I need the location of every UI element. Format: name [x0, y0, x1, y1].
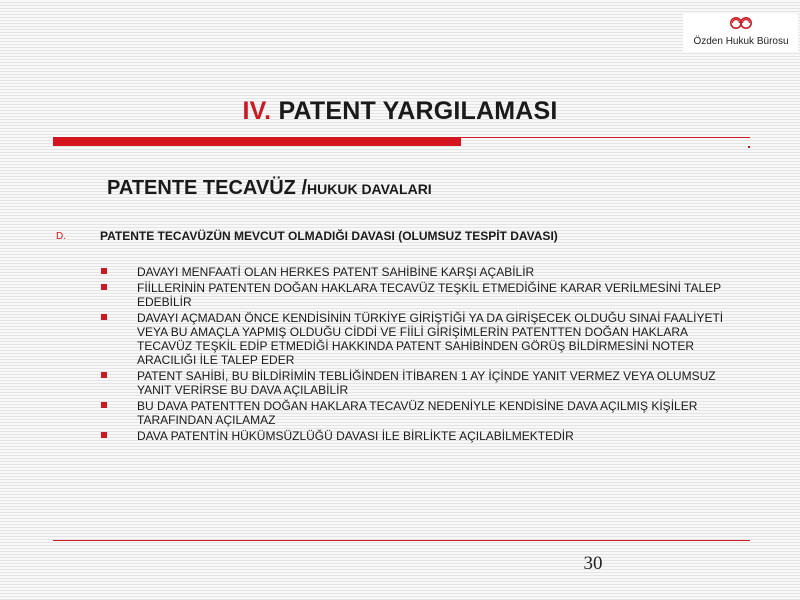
bullet-square-icon	[101, 284, 107, 290]
slide-subtitle	[107, 177, 432, 200]
bullet-item	[100, 265, 745, 279]
bullet-square-icon	[101, 402, 107, 408]
subtitle-small: HUKUK DAVALARI	[307, 181, 432, 197]
subtitle-main: PATENTE TECAVÜZ /	[107, 177, 307, 199]
bullet-text: DAVA PATENTİN HÜKÜMSÜZLÜĞÜ DAVASI İLE BİRLİKTE AÇILABİLMEKTEDİR	[137, 429, 574, 443]
bullet-square-icon	[101, 372, 107, 378]
bullet-square-icon	[101, 432, 107, 438]
bullet-item	[100, 281, 745, 309]
footer-divider-line	[53, 540, 750, 541]
bullet-text: FİİLLERİNİN PATENTEN DOĞAN HAKLARA TECAVÜZ TEŞKİL ETMEDİĞİNE KARAR VERİLMESİNİ TALEP EDEBİLİR	[137, 281, 721, 309]
slide-title-number: IV.	[242, 97, 272, 125]
firm-logo	[683, 14, 798, 52]
title-accent-bar	[53, 138, 461, 146]
bullet-text: PATENT SAHİBİ, BU BİLDİRİMİN TEBLİĞİNDEN İTİBAREN 1 AY İÇİNDE YANIT VERMEZ VEYA OLUMSUZ YANIT VERİRSE BU DAVA AÇILABİLİR	[137, 369, 716, 397]
bullet-item	[100, 369, 745, 397]
title-divider-dot	[748, 146, 750, 148]
firm-logo-text: Özden Hukuk Bürosu	[693, 36, 789, 47]
firm-logo-mark-icon	[729, 16, 753, 30]
bullet-list	[100, 265, 745, 445]
page-number: 30	[583, 553, 603, 574]
bullet-square-icon	[101, 314, 107, 320]
bullet-item	[100, 311, 745, 367]
slide-title-text: PATENT YARGILAMASI	[278, 97, 558, 125]
slide-title	[0, 97, 800, 126]
bullet-text: BU DAVA PATENTTEN DOĞAN HAKLARA TECAVÜZ NEDENİYLE KENDİSİNE DAVA AÇILMIŞ KİŞİLER TARAFINDAN AÇILAMAZ	[137, 399, 698, 427]
bullet-text: DAVAYI MENFAATİ OLAN HERKES PATENT SAHİBİNE KARŞI AÇABİLİR	[137, 265, 535, 279]
bullet-item	[100, 399, 745, 427]
section-letter: D.	[56, 231, 66, 242]
section-heading: PATENTE TECAVÜZÜN MEVCUT OLMADIĞI DAVASI (OLUMSUZ TESPİT DAVASI)	[100, 229, 558, 243]
bullet-text: DAVAYI AÇMADAN ÖNCE KENDİSİNİN TÜRKİYE GİRİŞTİĞİ YA DA GİRİŞECEK OLDUĞU SINAİ FAALİYETİ VEYA BU AMAÇLA YAPMIŞ OLDUĞU CİDDİ VE FİİLİ GİRİŞİMLERİN PATENTTEN DOĞAN HAKLARA TECAVÜZ TEŞKİL EDİP ETMEDİĞİ HAKKINDA PATENT SAHİBİNDEN GÖRÜŞ BİLDİRMESİNİ NOTER ARACILIĞI İLE TALEP EDER	[137, 311, 724, 367]
bullet-square-icon	[101, 268, 107, 274]
bullet-item	[100, 429, 745, 443]
